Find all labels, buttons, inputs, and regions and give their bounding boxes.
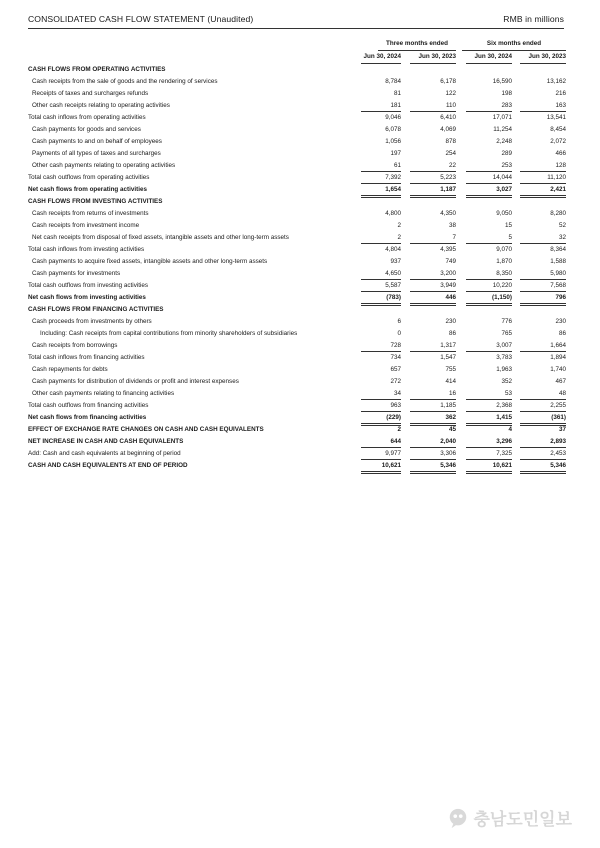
row-value: 38 (448, 222, 456, 229)
row-value: 7,568 (550, 282, 566, 289)
row-label: Cash payments for investments (32, 270, 121, 277)
row-value: 11,120 (547, 174, 566, 181)
row-value: 1,547 (440, 354, 456, 361)
cash-flow-table (28, 38, 568, 472)
row-value: 2,368 (496, 402, 512, 409)
row-label: CASH AND CASH EQUIVALENTS AT END OF PERIOD (28, 462, 188, 469)
row-value: 122 (445, 90, 456, 97)
row-value: 1,870 (496, 258, 512, 265)
row-value: 2,248 (496, 138, 512, 145)
table-row (28, 76, 568, 88)
row-value: 1,740 (550, 366, 566, 373)
row-label: CASH FLOWS FROM FINANCING ACTIVITIES (28, 306, 164, 313)
cell-underline (361, 471, 401, 474)
row-value: 48 (558, 390, 566, 397)
row-value: (783) (386, 294, 401, 301)
row-label: Cash receipts from borrowings (32, 342, 118, 349)
table-row (28, 280, 568, 292)
row-label: Other cash payments relating to financing activities (32, 390, 175, 397)
row-value: 3,007 (496, 342, 512, 349)
row-value: 1,056 (385, 138, 401, 145)
row-value: (229) (386, 414, 401, 421)
row-value: 2,040 (440, 438, 456, 445)
table-row (28, 460, 568, 472)
row-value: 8,454 (550, 126, 566, 133)
table-row (28, 448, 568, 460)
row-value: 937 (390, 258, 401, 265)
table-row (28, 316, 568, 328)
row-value: 963 (390, 402, 401, 409)
table-row (28, 436, 568, 448)
row-value: 1,963 (496, 366, 512, 373)
row-value: 37 (558, 426, 566, 433)
table-row (28, 376, 568, 388)
row-value: 45 (448, 426, 456, 433)
row-value: 283 (501, 102, 512, 109)
row-value: 2,072 (550, 138, 566, 145)
row-value: 2,421 (550, 186, 566, 193)
row-value: 776 (501, 318, 512, 325)
row-value: 7 (452, 234, 456, 241)
row-value: 34 (393, 390, 401, 397)
table-row (28, 160, 568, 172)
row-value: 10,220 (492, 282, 512, 289)
row-value: 22 (448, 162, 456, 169)
row-value: 11,254 (493, 126, 512, 133)
row-value: 53 (504, 390, 512, 397)
row-value: 13,541 (546, 114, 566, 121)
row-label: Total cash inflows from operating activities (28, 114, 146, 121)
currency-unit: RMB in millions (503, 14, 564, 24)
table-row (28, 184, 568, 196)
row-value: 3,306 (440, 450, 456, 457)
row-value: 1,185 (440, 402, 456, 409)
table-row (28, 292, 568, 304)
row-value: 4,804 (385, 246, 401, 253)
column-group-row (28, 38, 568, 51)
col-header-h-2023: Jun 30, 2023 (528, 53, 566, 60)
row-value: 734 (390, 354, 401, 361)
row-label: Net cash flows from operating activities (28, 186, 147, 193)
table-row (28, 256, 568, 268)
row-value: 253 (501, 162, 512, 169)
row-label: Cash payments for goods and services (32, 126, 141, 133)
table-row (28, 196, 568, 208)
speech-bubble-logo-icon (447, 807, 469, 829)
row-value: 4 (508, 426, 512, 433)
row-value: 765 (501, 330, 512, 337)
row-value: 6 (397, 318, 401, 325)
row-value: 8,280 (550, 210, 566, 217)
row-value: 17,071 (492, 114, 512, 121)
row-value: 32 (558, 234, 566, 241)
row-value: 3,949 (440, 282, 456, 289)
row-value: 4,350 (440, 210, 456, 217)
table-row (28, 304, 568, 316)
row-label: Cash receipts from returns of investments (32, 210, 149, 217)
group-three-months: Three months ended (386, 40, 448, 47)
row-label: Cash payments for distribution of dividends or profit and interest expenses (32, 378, 239, 385)
row-value: 3,783 (496, 354, 512, 361)
table-row (28, 88, 568, 100)
row-label: Including: Cash receipts from capital contributions from minority shareholders of subsidiaries (40, 330, 298, 337)
row-value: 728 (390, 342, 401, 349)
table-row (28, 208, 568, 220)
row-label: CASH FLOWS FROM OPERATING ACTIVITIES (28, 66, 166, 73)
col-header-h-2024: Jun 30, 2024 (474, 53, 512, 60)
row-value: 1,317 (440, 342, 456, 349)
row-value: 128 (555, 162, 566, 169)
row-value: 5,223 (440, 174, 456, 181)
table-row (28, 388, 568, 400)
row-value: 10,621 (381, 462, 401, 469)
row-value: 1,654 (385, 186, 401, 193)
row-label: Cash proceeds from investments by others (32, 318, 152, 325)
row-value: 1,664 (550, 342, 566, 349)
table-row (28, 364, 568, 376)
row-value: 755 (445, 366, 456, 373)
row-value: 5,980 (550, 270, 566, 277)
row-label: Total cash inflows from investing activities (28, 246, 145, 253)
row-value: 7,392 (385, 174, 401, 181)
row-value: 362 (445, 414, 456, 421)
row-value: 61 (393, 162, 401, 169)
row-label: Add: Cash and cash equivalents at beginning of period (28, 450, 181, 457)
row-value: 644 (390, 438, 401, 445)
row-label: Cash receipts from investment income (32, 222, 140, 229)
row-value: 13,162 (546, 78, 566, 85)
row-value: 6,078 (385, 126, 401, 133)
row-value: 9,070 (496, 246, 512, 253)
row-value: 4,650 (385, 270, 401, 277)
table-row (28, 232, 568, 244)
publisher-watermark (447, 805, 572, 830)
row-label: Payments of all types of taxes and surcharges (32, 150, 161, 157)
row-value: 86 (558, 330, 566, 337)
row-value: 5,346 (550, 462, 566, 469)
row-label: Cash receipts from the sale of goods and the rendering of services (32, 78, 218, 85)
watermark-text: 충남도민일보 (473, 810, 572, 830)
column-header-row (28, 51, 568, 64)
row-value: 6,410 (440, 114, 456, 121)
table-row (28, 268, 568, 280)
row-value: 198 (501, 90, 512, 97)
row-value: 7,325 (496, 450, 512, 457)
row-label: Other cash payments relating to operating activities (32, 162, 176, 169)
table-row (28, 412, 568, 424)
row-value: 272 (390, 378, 401, 385)
row-value: 466 (555, 150, 566, 157)
row-value: 4,069 (440, 126, 456, 133)
row-value: 86 (448, 330, 456, 337)
row-value: 10,621 (492, 462, 512, 469)
row-value: 2,453 (550, 450, 566, 457)
col-header-q-2023: Jun 30, 2023 (418, 53, 456, 60)
row-value: 1,187 (440, 186, 456, 193)
row-value: 16 (448, 390, 456, 397)
row-value: (1,150) (492, 294, 512, 301)
row-value: 3,200 (440, 270, 456, 277)
cell-underline (520, 471, 566, 474)
row-value: 3,027 (496, 186, 512, 193)
row-label: Net cash receipts from disposal of fixed assets, intangible assets and other long-term assets (32, 234, 289, 241)
row-value: 2,893 (550, 438, 566, 445)
row-value: 1,588 (550, 258, 566, 265)
row-value: (361) (551, 414, 566, 421)
row-label: Net cash flows from financing activities (28, 414, 147, 421)
table-row (28, 220, 568, 232)
row-value: 1,415 (496, 414, 512, 421)
row-value: 216 (555, 90, 566, 97)
row-value: 4,395 (440, 246, 456, 253)
table-row (28, 244, 568, 256)
table-row (28, 136, 568, 148)
table-row (28, 328, 568, 340)
col-header-q-2024: Jun 30, 2024 (363, 53, 401, 60)
statement-title: CONSOLIDATED CASH FLOW STATEMENT (Unaudited) (28, 14, 254, 24)
row-value: 878 (445, 138, 456, 145)
table-row (28, 352, 568, 364)
row-value: 2 (397, 222, 401, 229)
table-row (28, 100, 568, 112)
cell-underline (466, 471, 512, 474)
row-value: 230 (555, 318, 566, 325)
row-value: 9,977 (385, 450, 401, 457)
table-body (28, 64, 568, 472)
row-value: 110 (445, 102, 456, 109)
row-value: 81 (393, 90, 401, 97)
row-label: Total cash outflows from financing activities (28, 402, 149, 409)
row-value: 230 (445, 318, 456, 325)
group-six-months: Six months ended (486, 40, 542, 47)
row-label: Cash repayments for debts (32, 366, 108, 373)
header-rule (28, 28, 564, 29)
table-row (28, 340, 568, 352)
row-value: 2,255 (550, 402, 566, 409)
row-label: Total cash outflows from operating activities (28, 174, 150, 181)
row-value: 15 (504, 222, 512, 229)
row-value: 467 (555, 378, 566, 385)
row-value: 9,046 (385, 114, 401, 121)
row-value: 8,350 (496, 270, 512, 277)
table-row (28, 112, 568, 124)
row-value: 0 (397, 330, 401, 337)
row-label: Total cash outflows from investing activities (28, 282, 149, 289)
row-value: 414 (445, 378, 456, 385)
row-label: Cash payments to acquire fixed assets, intangible assets and other long-term assets (32, 258, 268, 265)
row-value: 14,044 (492, 174, 512, 181)
row-value: 5 (508, 234, 512, 241)
row-value: 254 (445, 150, 456, 157)
row-value: 289 (501, 150, 512, 157)
row-value: 5,587 (385, 282, 401, 289)
statement-header (28, 14, 564, 28)
row-label: CASH FLOWS FROM INVESTING ACTIVITIES (28, 198, 163, 205)
row-value: 6,178 (440, 78, 456, 85)
row-value: 446 (445, 294, 456, 301)
row-label: Other cash receipts relating to operating activities (32, 102, 170, 109)
table-row (28, 424, 568, 436)
table-row (28, 64, 568, 76)
row-value: 197 (390, 150, 401, 157)
row-label: Net cash flows from investing activities (28, 294, 146, 301)
row-label: Total cash inflows from financing activities (28, 354, 145, 361)
row-label: EFFECT OF EXCHANGE RATE CHANGES ON CASH AND CASH EQUIVALENTS (28, 426, 264, 433)
row-value: 16,590 (492, 78, 512, 85)
row-value: 796 (555, 294, 566, 301)
row-value: 163 (555, 102, 566, 109)
row-value: 4,800 (385, 210, 401, 217)
row-value: 1,894 (550, 354, 566, 361)
cell-underline (410, 471, 456, 474)
row-value: 8,364 (550, 246, 566, 253)
row-value: 9,050 (496, 210, 512, 217)
row-value: 749 (445, 258, 456, 265)
row-value: 3,296 (496, 438, 512, 445)
table-row (28, 172, 568, 184)
table-row (28, 124, 568, 136)
row-value: 5,346 (440, 462, 456, 469)
table-row (28, 400, 568, 412)
row-label: NET INCREASE IN CASH AND CASH EQUIVALENTS (28, 438, 184, 445)
row-value: 2 (397, 234, 401, 241)
row-value: 181 (390, 102, 401, 109)
table-row (28, 148, 568, 160)
row-value: 657 (390, 366, 401, 373)
row-label: Cash payments to and on behalf of employees (32, 138, 162, 145)
row-value: 52 (558, 222, 566, 229)
row-value: 2 (397, 426, 401, 433)
row-value: 8,784 (385, 78, 401, 85)
row-label: Receipts of taxes and surcharges refunds (32, 90, 149, 97)
row-value: 352 (501, 378, 512, 385)
